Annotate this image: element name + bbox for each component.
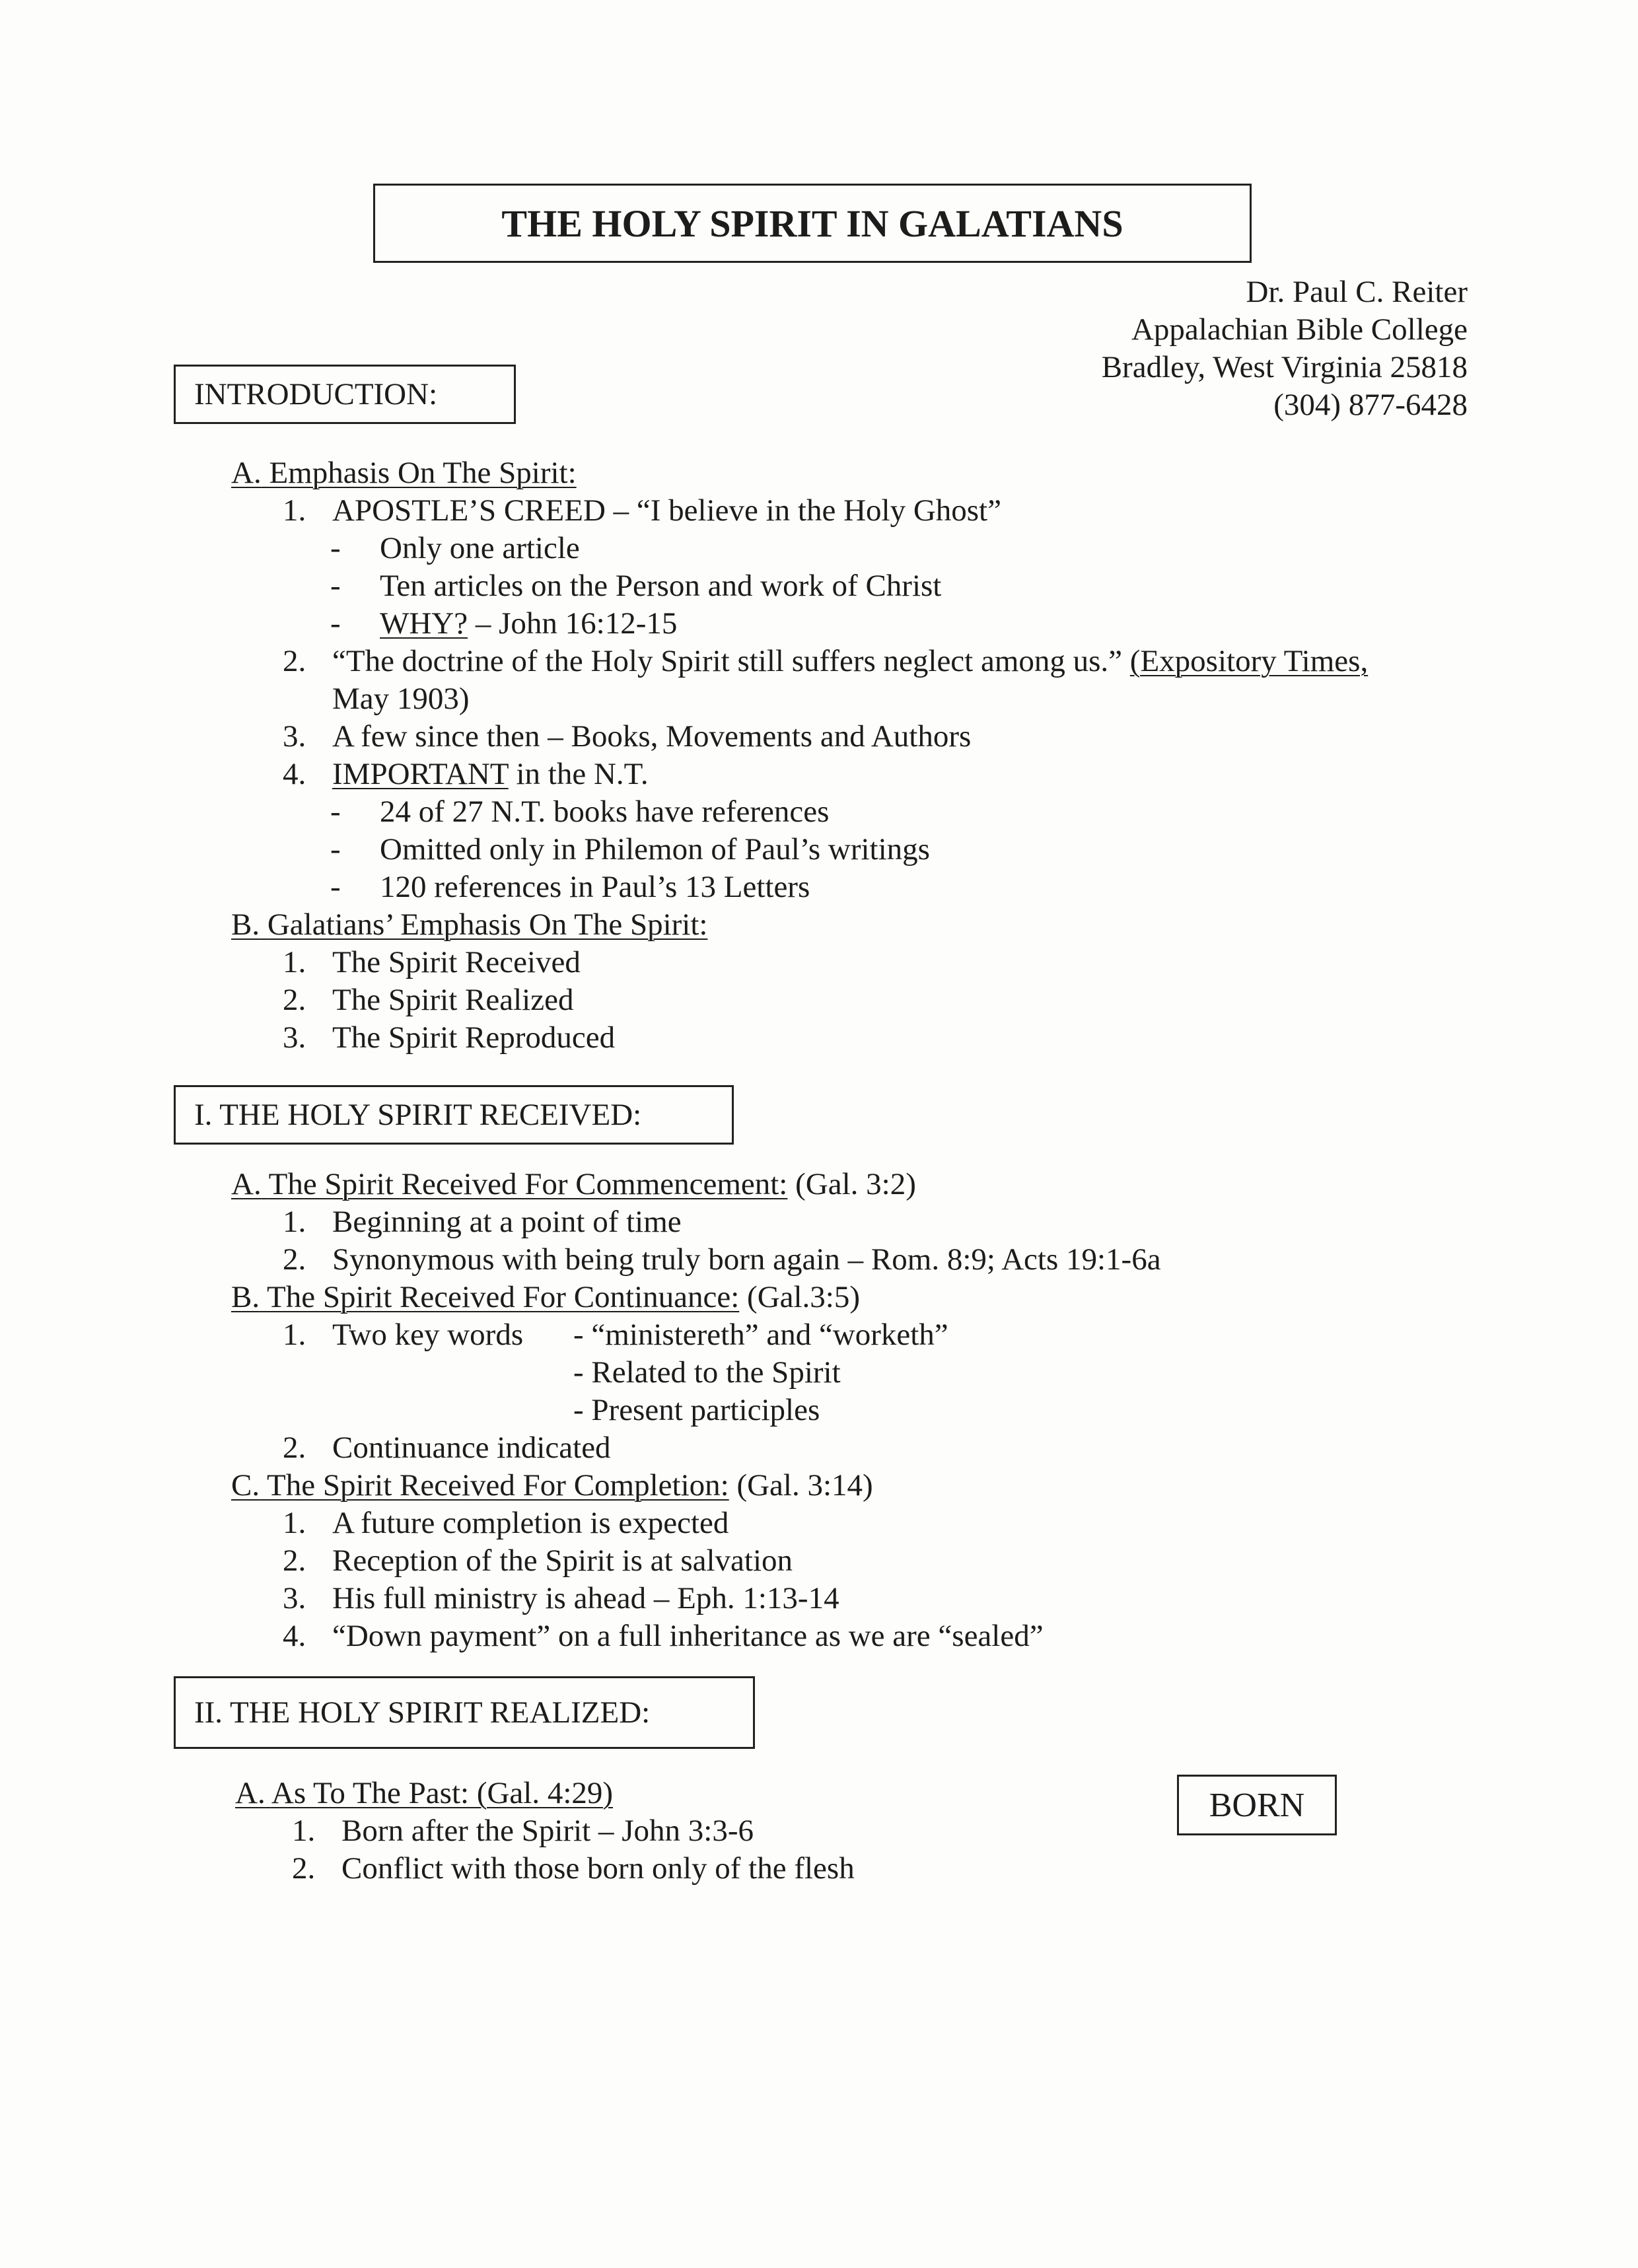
intro-b2: 2. The Spirit Realized [283,983,574,1017]
sec2-a2: 2. Conflict with those born only of the flesh [292,1851,855,1886]
page-title: THE HOLY SPIRIT IN GALATIANS [501,201,1123,245]
sec1-b2: 2. Continuance indicated [283,1431,611,1465]
introduction-heading: INTRODUCTION: [194,377,438,411]
intro-a4-bullet: - 24 of 27 N.T. books have references [330,795,830,829]
intro-a4: 4. IMPORTANT in the N.T. [283,757,649,791]
author-name: Dr. Paul C. Reiter [1246,275,1468,309]
sec1-a2: 2. Synonymous with being truly born again – Rom. 8:9; Acts 19:1-6a [283,1242,1161,1277]
intro-a2: 2. “The doctrine of the Holy Spirit still suffers neglect among us.” (Expository Times, [283,644,1369,678]
sec1-c4: 4. “Down payment” on a full inheritance as we are “sealed” [283,1619,1044,1653]
born-label: BORN [1209,1786,1305,1824]
introduction-heading-box [174,365,516,424]
section-2-heading: II. THE HOLY SPIRIT REALIZED: [194,1695,651,1730]
sec1-b-heading: B. The Spirit Received For Continuance: (Gal.3:5) [231,1280,861,1314]
intro-a1: 1. APOSTLE’S CREED – “I believe in the Holy Ghost” [283,493,1001,528]
intro-a1-bullet: - WHY? – John 16:12-15 [330,606,678,641]
sec2-a1: 1. Born after the Spirit – John 3:3-6 [292,1814,754,1848]
section-1-heading-box [174,1085,734,1145]
intro-a1-bullet: - Only one article [330,531,580,565]
sec1-b1-detail: - “ministereth” and “worketh” [573,1318,948,1352]
sec1-c2: 2. Reception of the Spirit is at salvation [283,1543,793,1578]
intro-a1-bullet: - Ten articles on the Person and work of Christ [330,569,942,603]
intro-a2-continued: May 1903) [332,682,470,716]
section-1-heading: I. THE HOLY SPIRIT RECEIVED: [194,1098,642,1132]
intro-a4-bullet: - Omitted only in Philemon of Paul’s writings [330,832,930,867]
intro-a-heading: A. Emphasis On The Spirit: [231,456,577,490]
sec1-c-heading: C. The Spirit Received For Completion: (Gal. 3:14) [231,1468,873,1503]
sec2-a-heading: A. As To The Past: (Gal. 4:29) [235,1776,614,1810]
sec1-a1: 1. Beginning at a point of time [283,1205,682,1239]
sec1-c3: 3. His full ministry is ahead – Eph. 1:13-14 [283,1581,839,1615]
section-2-heading-box [174,1676,755,1749]
sec1-a-heading: A. The Spirit Received For Commencement: (Gal. 3:2) [231,1167,916,1201]
sec1-c1: 1. A future completion is expected [283,1506,729,1540]
intro-a3: 3. A few since then – Books, Movements and Authors [283,719,972,754]
intro-b-heading: B. Galatians’ Emphasis On The Spirit: [231,907,708,942]
sec1-b1: 1. Two key words [283,1318,524,1352]
intro-b3: 3. The Spirit Reproduced [283,1020,616,1055]
author-block [1102,273,1468,424]
sec1-b1-detail: - Present participles [573,1393,820,1427]
intro-b1: 1. The Spirit Received [283,945,581,979]
author-phone: (304) 877-6428 [1273,388,1468,422]
intro-a4-bullet: - 120 references in Paul’s 13 Letters [330,870,810,904]
author-city: Bradley, West Virginia 25818 [1101,350,1468,384]
title-box [373,184,1252,263]
sec1-b1-detail: - Related to the Spirit [573,1355,841,1390]
author-school: Appalachian Bible College [1131,312,1468,347]
born-label-box [1177,1775,1337,1835]
